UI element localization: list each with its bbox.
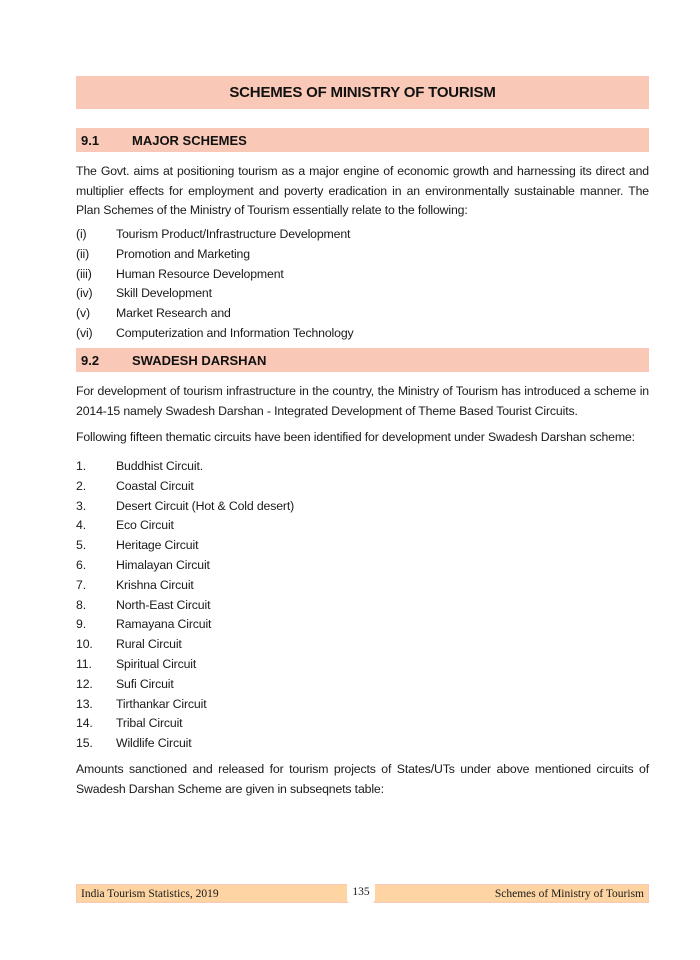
list-text: Tirthankar Circuit — [116, 696, 207, 711]
footer-publication-title: India Tourism Statistics, 2019 — [81, 887, 219, 900]
list-marker: 14. — [76, 716, 93, 731]
circuits-list — [76, 457, 294, 754]
list-item — [76, 556, 294, 576]
list-item — [76, 284, 354, 304]
list-marker: 2. — [76, 478, 86, 493]
list-marker: 9. — [76, 617, 86, 632]
list-text: Eco Circuit — [116, 518, 174, 533]
list-text: Market Research and — [116, 306, 231, 321]
list-marker: 1. — [76, 459, 86, 473]
list-text: Ramayana Circuit — [116, 617, 212, 632]
list-item — [76, 635, 294, 655]
list-item — [76, 695, 294, 715]
section-heading-swadesh-darshan — [76, 348, 649, 372]
page-title-banner — [76, 76, 649, 109]
swadesh-darshan-para-2: Following fifteen thematic circuits have been identified for development under Swadesh Darshan scheme: — [76, 430, 635, 444]
list-marker: 7. — [76, 577, 86, 592]
list-marker: 6. — [76, 557, 86, 572]
list-item — [76, 714, 294, 734]
list-text: Coastal Circuit — [116, 478, 194, 493]
list-item — [76, 477, 294, 497]
swadesh-darshan-para-3: Amounts sanctioned and released for tourism projects of States/UTs under above mentioned circuits of Swadesh Darshan Scheme are given in subseqnets table: — [76, 762, 649, 796]
section-title: MAJOR SCHEMES — [132, 132, 247, 148]
list-item — [76, 497, 294, 517]
list-item — [76, 675, 294, 695]
list-marker: (i) — [76, 227, 87, 241]
list-item — [76, 536, 294, 556]
section-title: SWADESH DARSHAN — [132, 352, 267, 368]
list-item — [76, 245, 354, 265]
page-title: SCHEMES OF MINISTRY OF TOURISM — [229, 84, 496, 101]
list-item — [76, 324, 354, 344]
list-item — [76, 576, 294, 596]
major-schemes-list — [76, 225, 354, 344]
list-marker: 4. — [76, 518, 86, 533]
list-item — [76, 734, 294, 754]
list-item — [76, 265, 354, 285]
list-marker: 3. — [76, 498, 86, 513]
section-heading-major-schemes — [76, 128, 649, 152]
list-marker: (v) — [76, 306, 90, 321]
list-text: Computerization and Information Technology — [116, 325, 354, 340]
list-text: Human Resource Development — [116, 266, 284, 281]
list-text: North-East Circuit — [116, 597, 211, 612]
section-number: 9.1 — [81, 132, 100, 148]
list-text: Krishna Circuit — [116, 577, 194, 592]
list-text: Wildlife Circuit — [116, 736, 192, 751]
list-marker: 10. — [76, 637, 93, 652]
footer-chapter-title: Schemes of Ministry of Tourism — [494, 887, 644, 900]
list-text: Sufi Circuit — [116, 676, 174, 691]
list-item — [76, 457, 294, 477]
list-marker: 12. — [76, 676, 93, 691]
list-text: Skill Development — [116, 286, 212, 301]
list-text: Desert Circuit (Hot & Cold desert) — [116, 498, 295, 513]
list-text: Rural Circuit — [116, 637, 182, 652]
list-text: Promotion and Marketing — [116, 246, 250, 261]
list-marker: (iii) — [76, 266, 92, 281]
list-marker: 8. — [76, 597, 86, 612]
list-text: Himalayan Circuit — [116, 557, 210, 572]
list-marker: 5. — [76, 538, 86, 553]
list-text: Tourism Product/Infrastructure Development — [116, 227, 351, 241]
list-marker: (vi) — [76, 325, 93, 340]
list-item — [76, 596, 294, 616]
list-marker: 13. — [76, 696, 93, 711]
list-item — [76, 304, 354, 324]
list-item — [76, 615, 294, 635]
list-text: Heritage Circuit — [116, 538, 199, 553]
list-text: Buddhist Circuit. — [116, 459, 203, 473]
list-marker: 11. — [76, 656, 92, 671]
page-number: 135 — [347, 880, 375, 904]
swadesh-darshan-para-1: For development of tourism infrastructure in the country, the Ministry of Tourism has introduced a scheme in 2014-15 namely Swadesh Darshan - Integrated Development of Theme Based Tourist Circuits. — [76, 384, 649, 418]
list-text: Spiritual Circuit — [116, 656, 197, 671]
list-item — [76, 516, 294, 536]
list-marker: (ii) — [76, 246, 90, 261]
list-text: Tribal Circuit — [116, 716, 183, 731]
list-marker: (iv) — [76, 286, 93, 301]
section-number: 9.2 — [81, 352, 100, 368]
major-schemes-intro: The Govt. aims at positioning tourism as a major engine of economic growth and harnessing its direct and multiplier effects for employment and poverty eradication in an environmentally sustainable manner. The Plan Schemes of the Ministry of Tourism essentially relate to the following: — [76, 164, 649, 217]
list-item — [76, 655, 294, 675]
list-item — [76, 225, 354, 245]
list-marker: 15. — [76, 736, 93, 751]
